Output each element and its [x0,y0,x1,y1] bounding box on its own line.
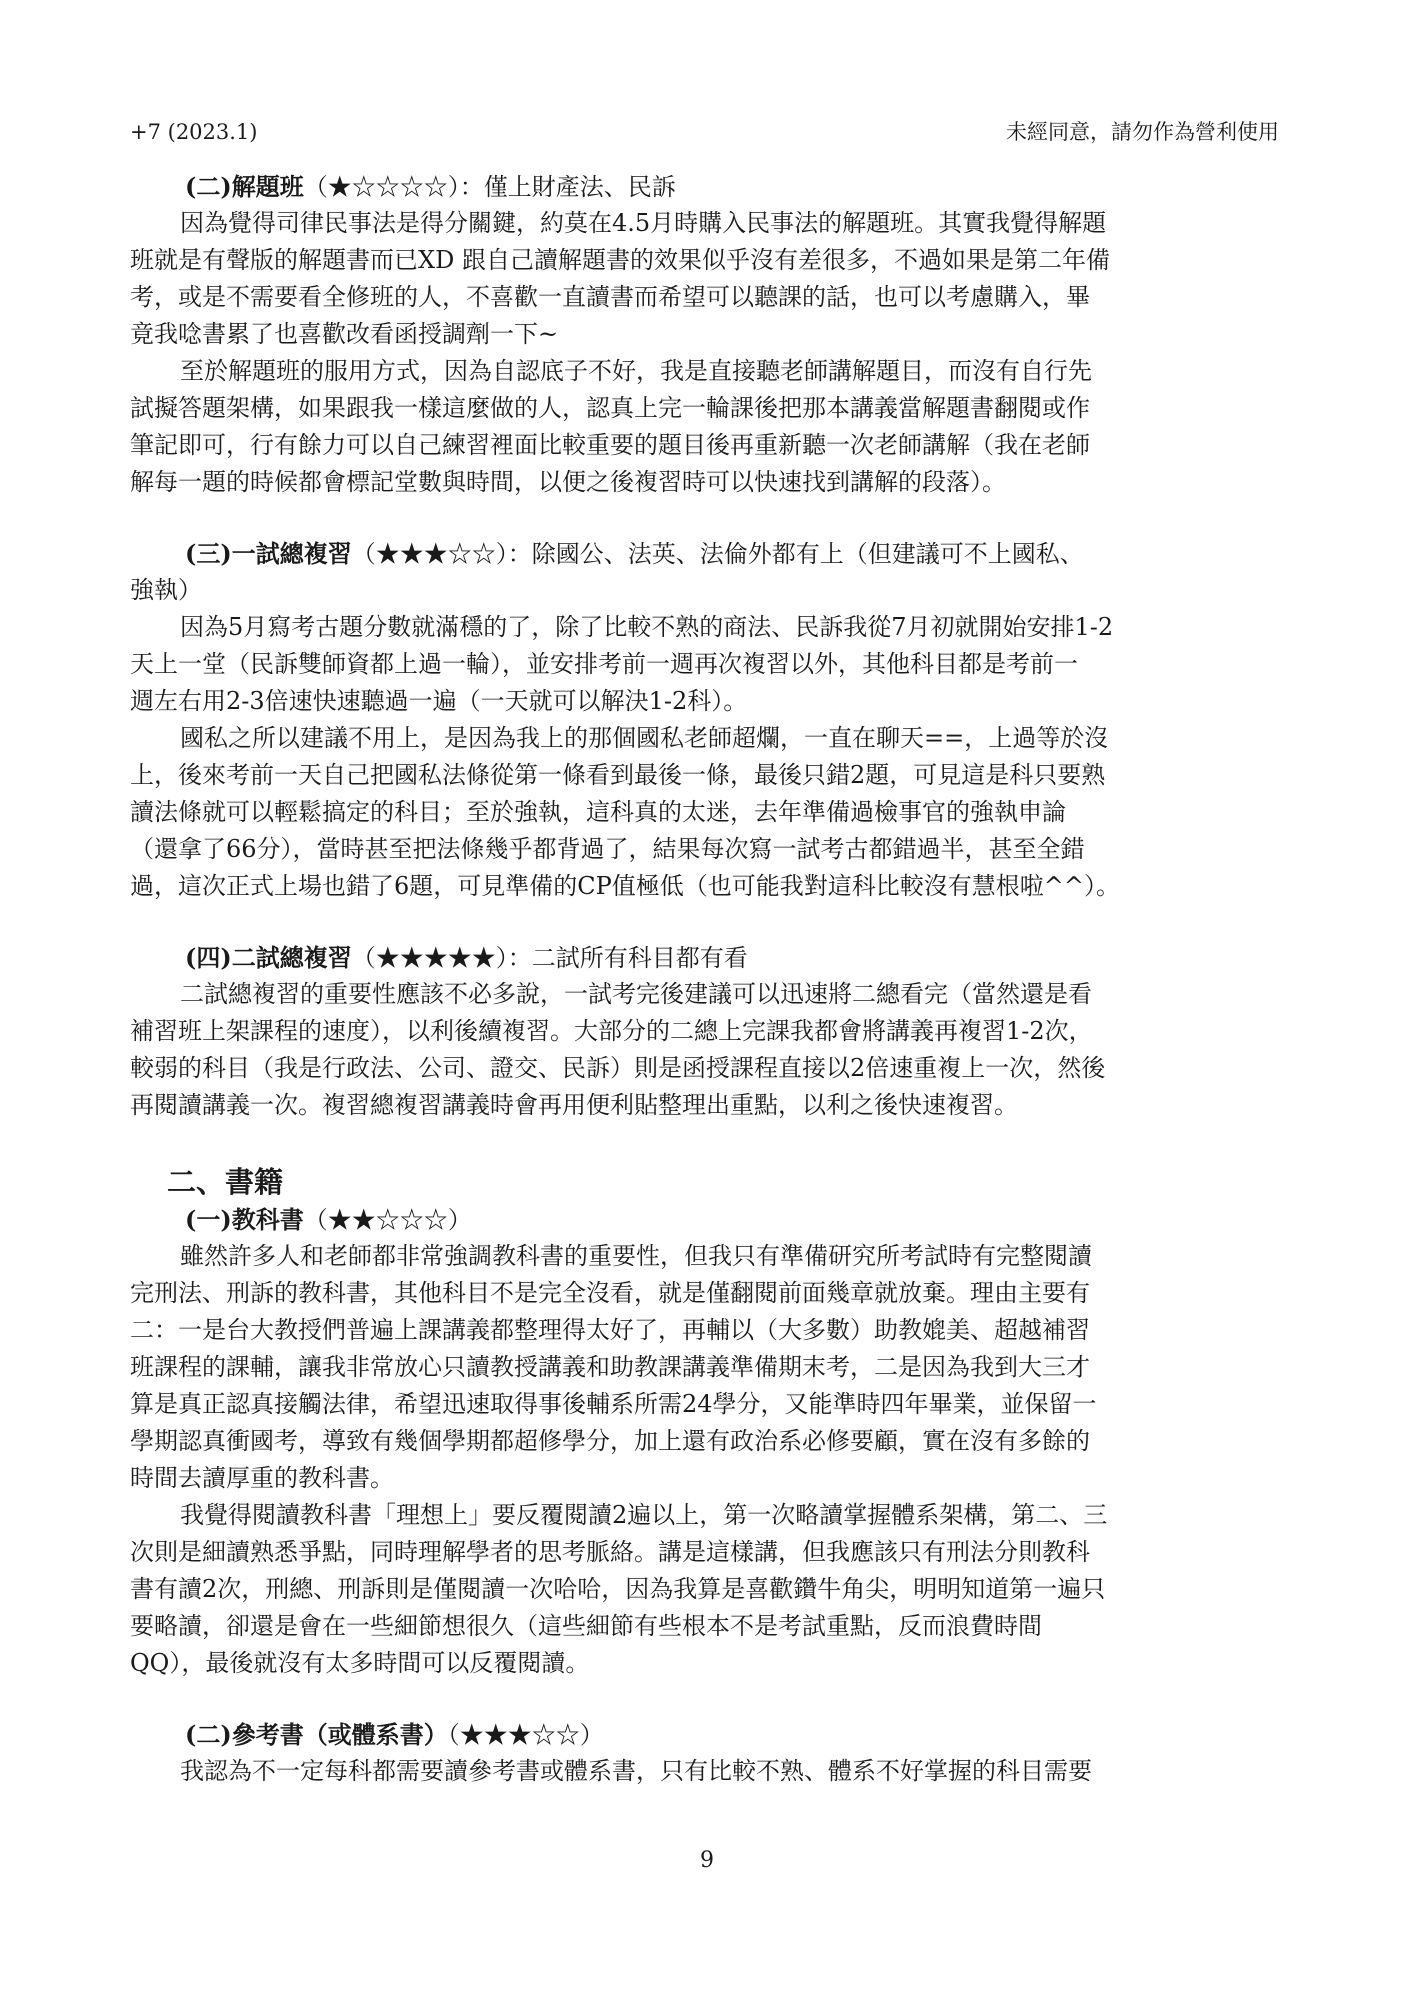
section-heading-label: (二)解題班 [185,172,304,201]
page-body [130,168,1282,1790]
chapter-title: 二、書籍 [167,1165,284,1199]
spacer [130,501,1282,535]
paragraph-line: 完刑法、刑訴的教科書，其他科目不是完全沒看，就是僅翻閱前面幾章就放棄。理由主要有 [130,1279,1090,1307]
paragraph-line: （還拿了66分），當時甚至把法條幾乎都背過了，結果每次寫一試考古都錯過半，甚至全錯 [130,835,1085,863]
paragraph-line: 班課程的課輔，讓我非常放心只讀教授講義和助教課講義準備期末考，二是因為我到大三才 [130,1353,1090,1381]
section-heading [130,1201,1282,1238]
paragraph-line: 解每一題的時候都會標記堂數與時間，以便之後複習時可以快速找到講解的段落）。 [130,468,1006,496]
section-heading [130,535,1282,572]
paragraph-line: 次則是細讀熟悉爭點，同時理解學者的思考脈絡。講是這樣講，但我應該只有刑法分則教科 [130,1538,1090,1566]
paragraph-line: 補習班上架課程的速度），以利後續複習。大部分的二總上完課我都會將講義再複習1-2次， [130,1017,1093,1045]
section-heading-rating: （★☆☆☆☆）：僅上財產法、民訴 [303,173,676,201]
section-heading-label: (一)教科書 [185,1205,304,1234]
section-heading-label: (三)一試總複習 [185,539,352,568]
paragraph-line: 上，後來考前一天自己把國私法條從第一條看到最後一條，最後只錯2題，可見這是科只要熟 [130,761,1106,789]
paragraph-line: 時間去讀厚重的教科書。 [130,1464,394,1492]
paragraph-line: 較弱的科目（我是行政法、公司、證交、民訴）則是函授課程直接以2倍速重複上一次，然後 [130,1054,1106,1082]
section-heading [130,168,1282,205]
paragraph-line: 學期認真衝國考，導致有幾個學期都超修學分，加上還有政治系必修要顧，實在沒有多餘的 [130,1427,1090,1455]
section-heading-rating: （★★★☆☆）：除國公、法英、法倫外都有上（但建議可不上國私、 [351,540,1084,568]
section-heading-label: (四)二試總複習 [185,943,352,972]
section-heading [130,939,1282,976]
paragraph-line: 筆記即可，行有餘力可以自己練習裡面比較重要的題目後再重新聽一次老師講解（我在老師 [130,431,1090,459]
paragraph-line: 書有讀2次，刑總、刑訴則是僅閱讀一次哈哈，因為我算是喜歡鑽牛角尖，明明知道第一遍只 [130,1575,1106,1603]
paragraph-line: 因為覺得司律民事法是得分關鍵，約莫在4.5月時購入民事法的解題班。其實我覺得解題 [180,209,1107,237]
section-heading [130,1716,1282,1753]
paragraph-line: 至於解題班的服用方式，因為自認底子不好，我是直接聽老師講解題目，而沒有自行先 [180,357,1092,385]
section-heading-continuation: 強執） [130,576,202,604]
paragraph-line: 試擬答題架構，如果跟我一樣這麼做的人，認真上完一輪課後把那本講義當解題書翻閱或作 [130,394,1090,422]
header-copyright-notice: 未經同意，請勿作為營利使用 [1006,120,1279,144]
spacer [130,1682,1282,1716]
paragraph-line: 竟我唸書累了也喜歡改看函授調劑一下~ [130,320,559,348]
paragraph-line: QQ），最後就沒有太多時間可以反覆閱讀。 [130,1649,590,1677]
section-heading-label: (二)參考書（或體系書） [185,1720,448,1749]
paragraph-line: 要略讀，卻還是會在一些細節想很久（這些細節有些根本不是考試重點，反而浪費時間 [130,1612,1042,1640]
paragraph-line: 我覺得閱讀教科書「理想上」要反覆閱讀2遍以上，第一次略讀掌握體系架構，第二、三 [180,1501,1108,1529]
paragraph-line: 週左右用2-3倍速快速聽過一遍（一天就可以解決1-2科）。 [130,687,748,715]
paragraph-line: 國私之所以建議不用上，是因為我上的那個國私老師超爛，一直在聊天==，上過等於沒 [180,724,1109,752]
paragraph-line: 雖然許多人和老師都非常強調教科書的重要性，但我只有準備研究所考試時有完整閱讀 [180,1242,1092,1270]
paragraph-line: 二：一是台大教授們普遍上課講義都整理得太好了，再輔以（大多數）助教媲美、超越補習 [130,1316,1090,1344]
paragraph-line: 二試總複習的重要性應該不必多說，一試考完後建議可以迅速將二總看完（當然還是看 [180,980,1092,1008]
paragraph-line: 過，這次正式上場也錯了6題，可見準備的CP值極低（也可能我對這科比較沒有慧根啦^^）。 [130,872,1120,900]
section-heading-rating: （★★☆☆☆） [303,1206,472,1234]
spacer [130,1124,1282,1164]
section-heading-rating: （★★★★★）：二試所有科目都有看 [351,944,748,972]
paragraph-line: 因為5月寫考古題分數就滿穩的了，除了比較不熟的商法、民訴我從7月初就開始安排1-2 [180,613,1114,641]
page-number: 9 [700,1848,714,1873]
paragraph-line: 天上一堂（民訴雙師資都上過一輪），並安排考前一週再次複習以外，其他科目都是考前一 [130,650,1078,678]
paragraph-line: 再閱讀講義一次。複習總複習講義時會再用便利貼整理出重點，以利之後快速複習。 [130,1091,1018,1119]
header-edition: +7 (2023.1) [130,120,258,144]
section-heading-rating: （★★★☆☆） [447,1721,604,1749]
paragraph-line: 考，或是不需要看全修班的人，不喜歡一直讀書而希望可以聽課的話，也可以考慮購入，畢 [130,283,1090,311]
paragraph-line: 算是真正認真接觸法律，希望迅速取得事後輔系所需24學分，又能準時四年畢業，並保留一 [130,1390,1097,1418]
paragraph-line: 班就是有聲版的解題書而已XD 跟自己讀解題書的效果似乎沒有差很多，不過如果是第二年備 [130,246,1110,274]
paragraph-line: 我認為不一定每科都需要讀參考書或體系書，只有比較不熟、體系不好掌握的科目需要 [180,1757,1092,1785]
spacer [130,905,1282,939]
paragraph-line: 讀法條就可以輕鬆搞定的科目；至於強執，這科真的太迷，去年準備過檢事官的強執申論 [130,798,1066,826]
